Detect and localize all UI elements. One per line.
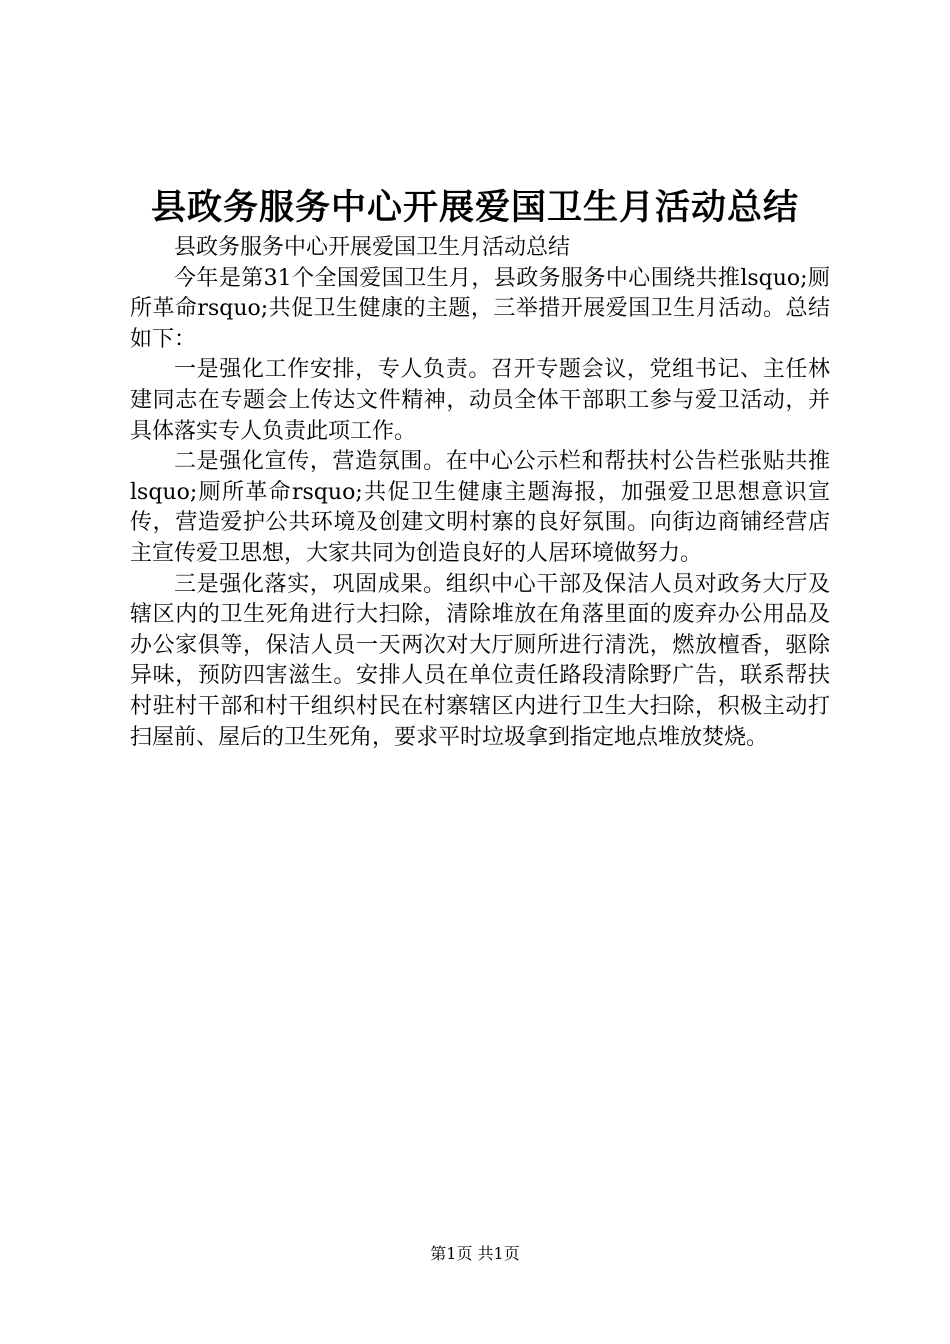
measure-one-paragraph: 一是强化工作安排，专人负责。召开专题会议，党组书记、主任林建同志在专题会上传达文件精神，动员全体干部职工参与爱卫活动，并具体落实专人负责此项工作。: [130, 357, 830, 444]
intro-heading-paragraph: 县政务服务中心开展爱国卫生月活动总结: [174, 235, 571, 260]
page-number-footer: 第1页 共1页: [430, 1244, 520, 1263]
measure-three-paragraph: 三是强化落实，巩固成果。组织中心干部及保洁人员对政务大厅及辖区内的卫生死角进行大扫除，清除堆放在角落里面的废弃办公用品及办公家俱等，保洁人员一天两次对大厅厕所进行清洗，燃放檀香，驱除异味，预防四害滋生。安排人员在单位责任路段清除野广告，联系帮扶村驻村干部和村干组织村民在村寨辖区内进行卫生大扫除，积极主动打扫屋前、屋后的卫生死角，要求平时垃圾拿到指定地点堆放焚烧。: [130, 571, 830, 750]
overview-paragraph: 今年是第31个全国爱国卫生月，县政务服务中心围绕共推lsquo;厕所革命rsquo;共促卫生健康的主题，三举措开展爱国卫生月活动。总结如下：: [130, 265, 830, 352]
document-body: [130, 233, 830, 753]
document-title: 县政务服务中心开展爱国卫生月活动总结: [150, 187, 799, 228]
measure-two-paragraph: 二是强化宣传，营造氛围。在中心公示栏和帮扶村公告栏张贴共推lsquo;厕所革命rsquo;共促卫生健康主题海报，加强爱卫思想意识宣传，营造爱护公共环境及创建文明村寨的良好氛围。向街边商铺经营店主宣传爱卫思想，大家共同为创造良好的人居环境做努力。: [130, 449, 830, 566]
